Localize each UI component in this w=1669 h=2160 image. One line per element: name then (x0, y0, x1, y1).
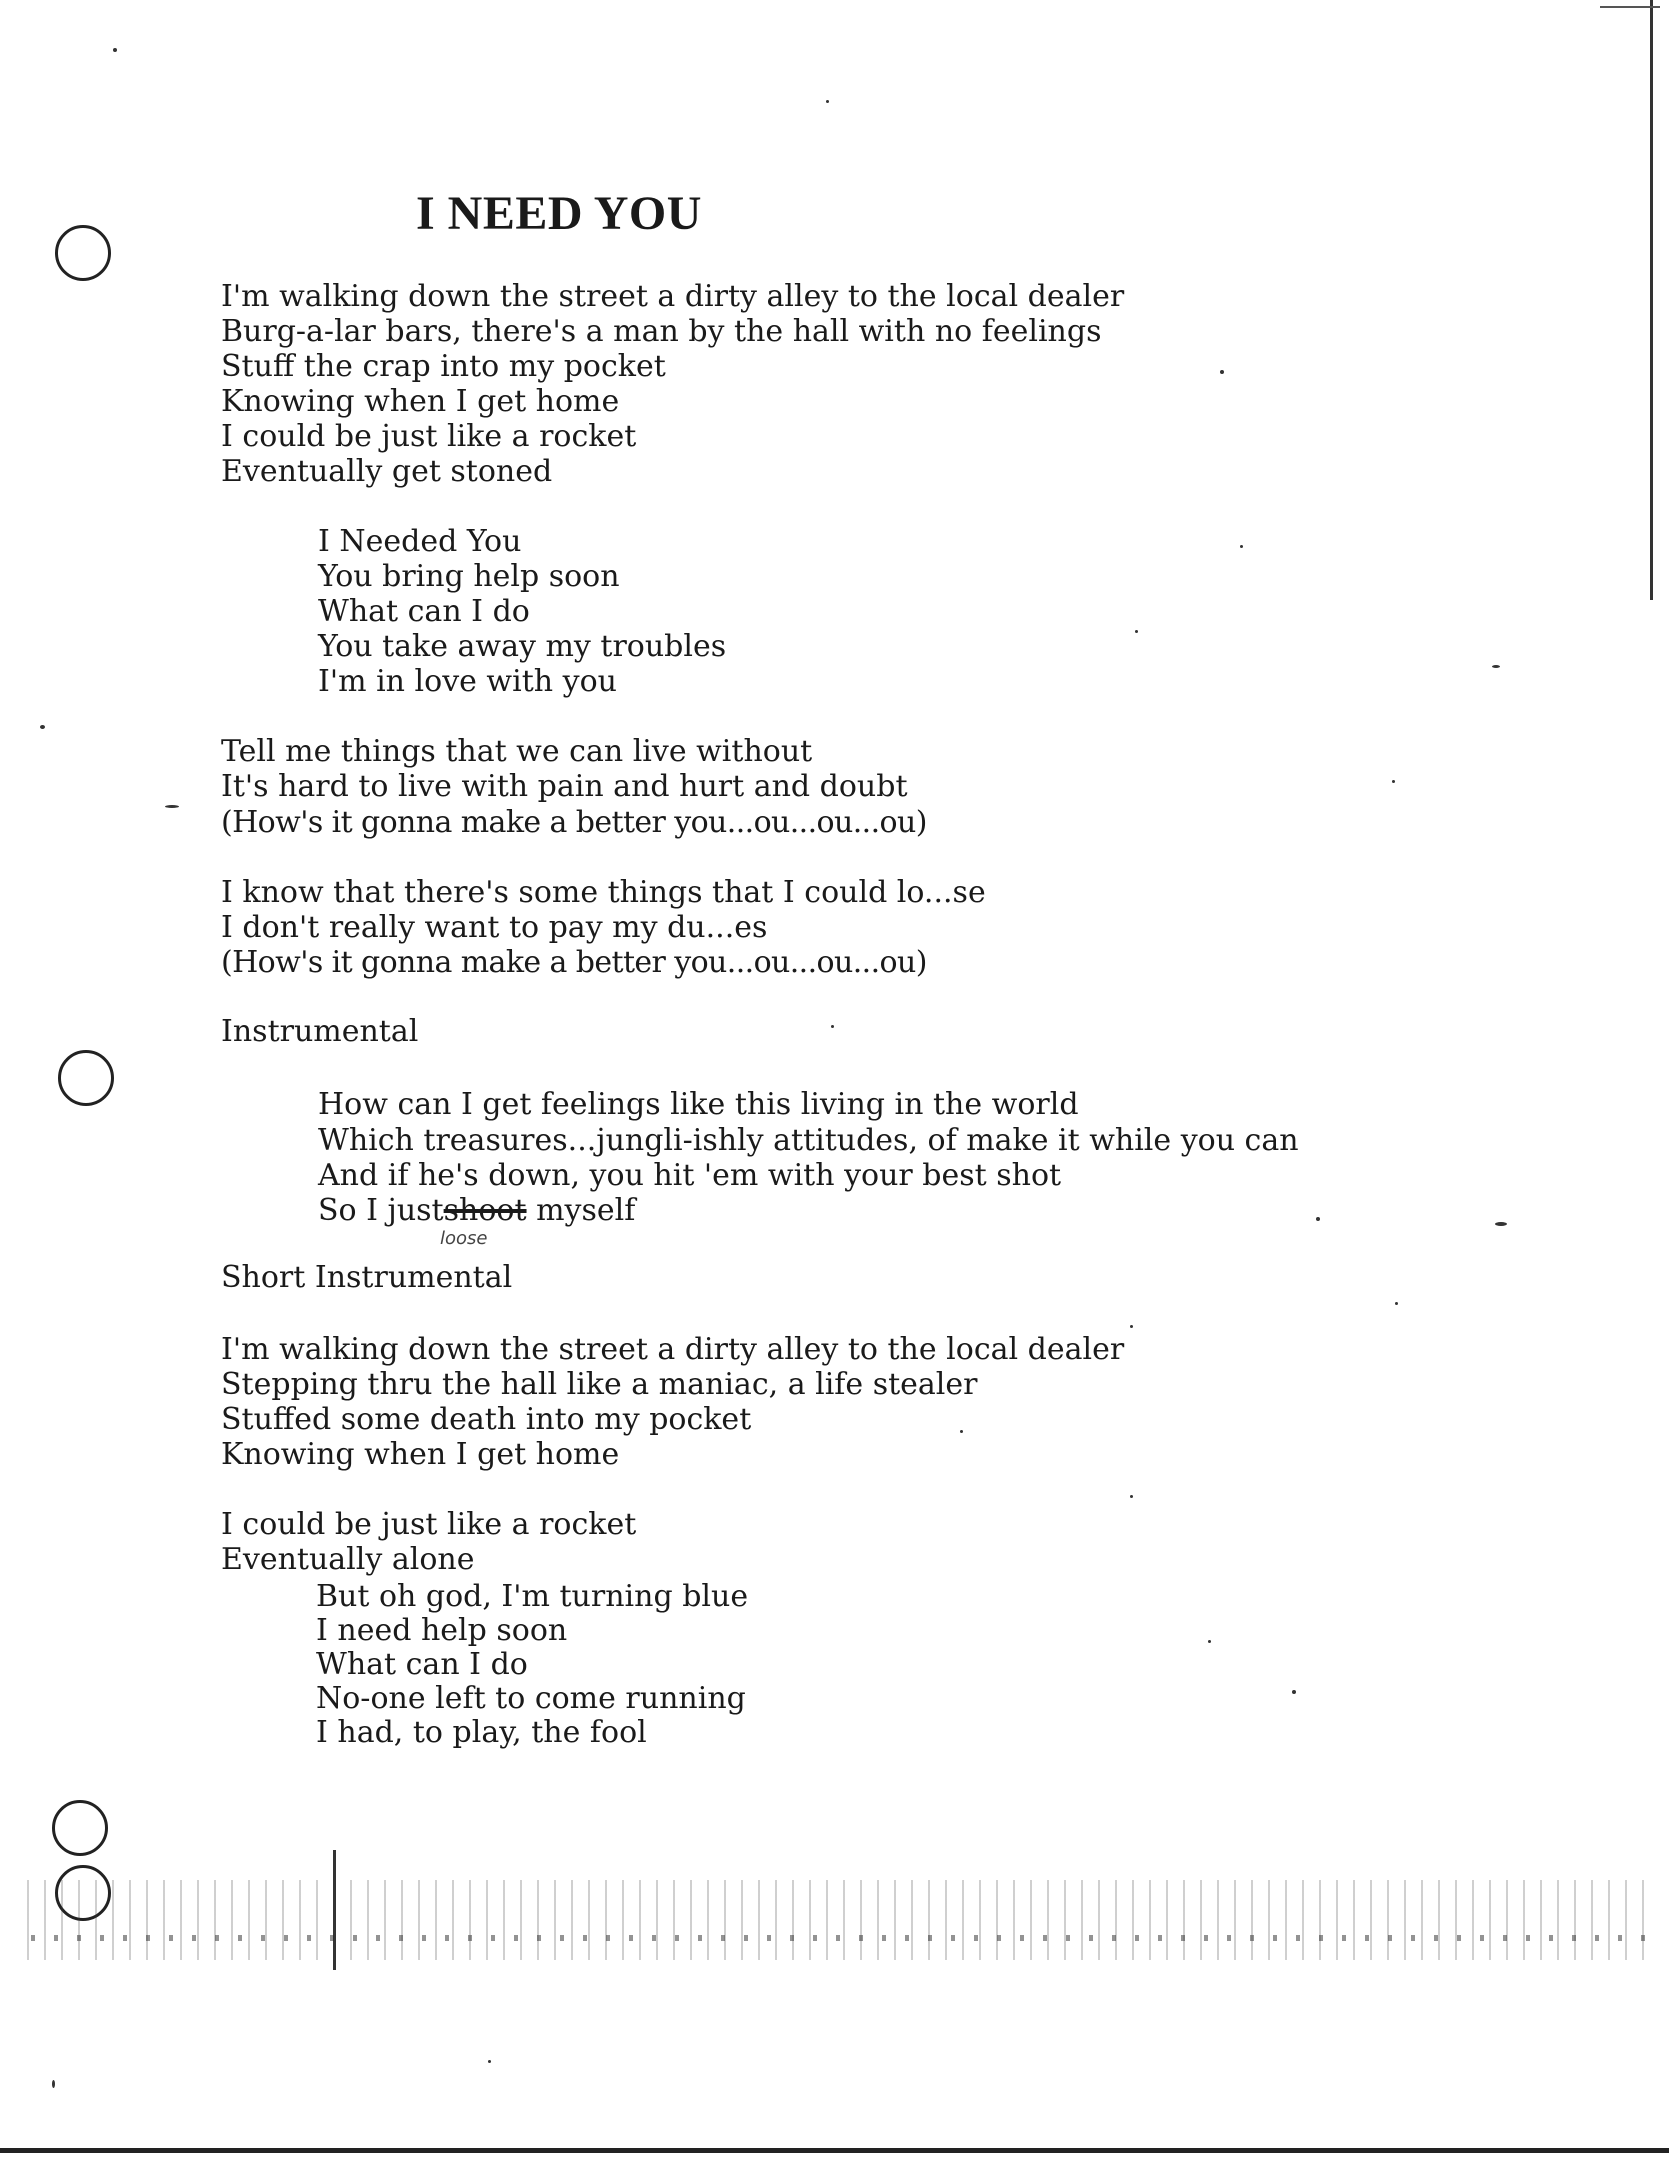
scan-speck (1130, 1325, 1133, 1328)
lyric-line: I could be just like a rocket (221, 419, 637, 454)
lyric-line: I'm in love with you (318, 664, 617, 699)
scan-speck (1292, 1690, 1296, 1694)
scan-speck (831, 1025, 834, 1028)
lyric-line: (How's it gonna make a better you...ou...ou...ou) (221, 805, 927, 840)
scan-speck (960, 1430, 963, 1433)
lyric-line: I Needed You (318, 524, 522, 559)
scan-speck (113, 48, 117, 52)
lyric-line: I'm walking down the street a dirty alley to the local dealer (221, 1332, 1125, 1367)
struck-word: shoot (443, 1193, 527, 1228)
lyric-line: Knowing when I get home (221, 384, 620, 419)
scan-noise (20, 1880, 1650, 1960)
punch-hole (55, 225, 111, 281)
lyric-line: I'm walking down the street a dirty alley to the local dealer (221, 279, 1125, 314)
handwritten-note: loose (440, 1228, 488, 1249)
scan-speck (488, 2060, 491, 2063)
lyric-line: (How's it gonna make a better you...ou...ou...ou) (221, 945, 927, 980)
lyric-line: Eventually get stoned (221, 454, 553, 489)
lyric-line: What can I do (318, 594, 530, 629)
lyric-line: Tell me things that we can live without (221, 734, 813, 769)
lyric-line: Burg-a-lar bars, there's a man by the hall with no feelings (221, 314, 1102, 349)
lyric-line: I had, to play, the fool (316, 1715, 647, 1750)
lyric-line: I don't really want to pay my du...es (221, 910, 768, 945)
lyric-line: Eventually alone (221, 1542, 475, 1577)
scan-speck (1395, 1302, 1398, 1305)
lyric-line: Stepping thru the hall like a maniac, a life stealer (221, 1367, 978, 1402)
section-label: Instrumental (221, 1014, 419, 1049)
lyric-line: I could be just like a rocket (221, 1507, 637, 1542)
lyric-line: Stuffed some death into my pocket (221, 1402, 752, 1437)
lyric-line: I need help soon (316, 1613, 568, 1648)
lyric-line (318, 1194, 635, 1228)
lyric-line: I know that there's some things that I could lo...se (221, 875, 986, 910)
page-edge-line (1650, 0, 1653, 600)
scan-speck (826, 100, 829, 103)
lyric-line: What can I do (316, 1647, 528, 1682)
lyric-line: Which treasures...jungli-ishly attitudes, of make it while you can (318, 1123, 1299, 1158)
scan-speck (1208, 1640, 1211, 1643)
punch-hole (52, 1800, 108, 1856)
section-label: Short Instrumental (221, 1260, 513, 1295)
scan-speck (1392, 780, 1395, 783)
lyric-text: myself (536, 1193, 636, 1228)
scan-speck (1130, 1495, 1133, 1498)
page-edge-line (0, 2148, 1669, 2153)
scan-speck (1492, 665, 1500, 668)
page-edge-line (1600, 6, 1660, 8)
scan-noise (20, 1935, 1650, 1941)
lyric-line: How can I get feelings like this living in the world (318, 1087, 1079, 1122)
lyric-line: And if he's down, you hit 'em with your best shot (318, 1158, 1062, 1193)
scan-speck (1495, 1222, 1507, 1226)
lyric-text: So I just (318, 1193, 444, 1228)
lyric-line: But oh god, I'm turning blue (316, 1579, 749, 1614)
lyric-line: Knowing when I get home (221, 1437, 620, 1472)
scan-speck (52, 2080, 55, 2088)
punch-hole (58, 1050, 114, 1106)
lyric-line: You bring help soon (318, 559, 620, 594)
song-title: I NEED YOU (416, 187, 702, 240)
scan-speck (40, 725, 45, 729)
scan-speck (1220, 370, 1224, 374)
scan-speck (165, 805, 179, 808)
lyric-line: Stuff the crap into my pocket (221, 349, 666, 384)
scan-speck (1240, 545, 1243, 548)
lyric-line: No-one left to come running (316, 1681, 746, 1716)
scan-speck (1135, 630, 1138, 633)
scan-speck (1316, 1217, 1320, 1221)
lyric-line: It's hard to live with pain and hurt and doubt (221, 769, 908, 804)
lyric-line: You take away my troubles (318, 629, 727, 664)
